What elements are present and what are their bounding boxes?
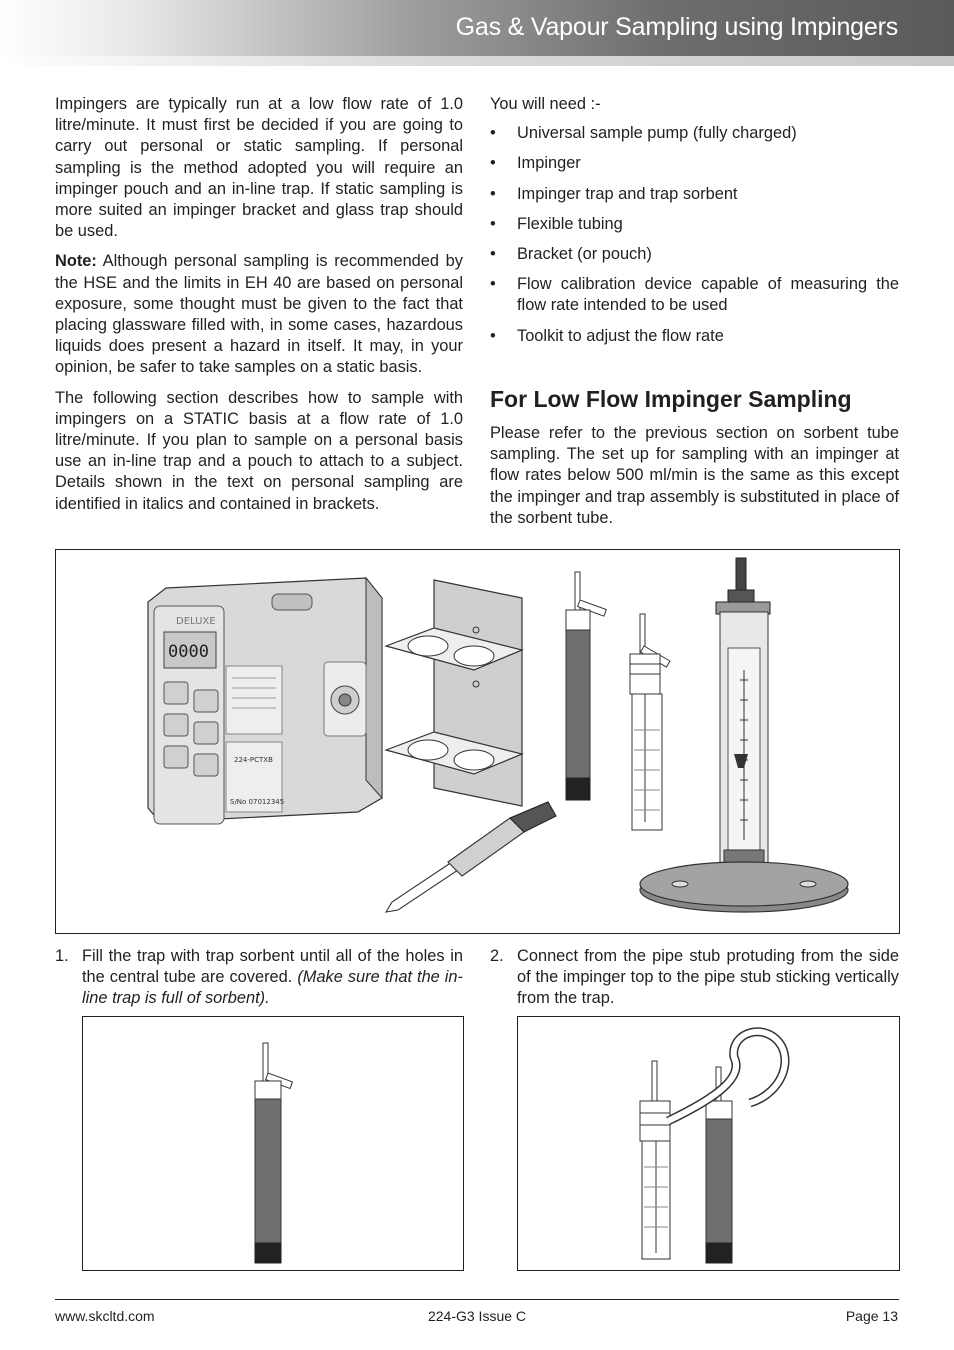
note-text: Although personal sampling is recommended by the HSE and the limits in EH 40 are based on personal exposure, some thought must be given to the fact that placing glassware filled with, in some cases, hazardous liquids does present a hazard in itself. It may, in your opinion, be safer to take samples on a static basis. (55, 252, 463, 377)
section-heading: For Low Flow Impinger Sampling (490, 385, 852, 412)
list-item: • Bracket (or pouch) (490, 244, 899, 265)
need-intro: You will need :- (490, 95, 601, 113)
step-text: Fill the trap with trap sorbent until all of the holes in the central tube are covered. (Make sure that the in-line trap is full of sorbent). (82, 947, 463, 1008)
connected-assembly-illustration (518, 1017, 899, 1270)
pump-serial-label: S/No 07012345 (230, 798, 285, 806)
flow-calibrator-illustration (640, 558, 848, 912)
footer-website: www.skcltd.com (55, 1308, 155, 1324)
screwdriver-illustration (386, 802, 556, 912)
footer-document-id: 224-G3 Issue C (427, 1308, 527, 1324)
list-item: • Flexible tubing (490, 214, 899, 235)
note-label: Note: (55, 252, 97, 271)
impinger-illustration (630, 614, 670, 830)
step-2 (490, 946, 899, 1016)
list-item: • Impinger trap and trap sorbent (490, 184, 899, 205)
sample-pump-illustration (148, 578, 382, 824)
bullet-icon: • (490, 214, 496, 233)
section-paragraph: Please refer to the previous section on sorbent tube sampling. The set up for sampling with an impinger at flow rates below 500 ml/min is the same as this except the impinger and trap assembly is substituted in place of the sorbent tube. (490, 424, 899, 527)
right-column (490, 94, 899, 538)
page-header (0, 0, 954, 56)
bullet-icon: • (490, 245, 496, 264)
bullet-icon: • (490, 275, 496, 294)
filled-trap-illustration (83, 1017, 463, 1270)
bullet-icon: • (490, 184, 496, 203)
pump-display-readout: 0000 (168, 642, 209, 662)
list-item: • Impinger (490, 153, 899, 174)
intro-paragraph: Impingers are typically run at a low flow rate of 1.0 litre/minute. It must first be decided if you are going to carry out personal or static sampling. If personal sampling is the method adopted you will require an impinger pouch and an in-line trap. If static sampling is more suited an impinger bracket and glass trap should be used. (55, 95, 463, 241)
list-item: • Flow calibration device capable of measuring the flow rate intended to be used (490, 275, 899, 315)
bullet-icon: • (490, 326, 496, 345)
footer-divider (55, 1299, 899, 1300)
page-title: Gas & Vapour Sampling using Impingers (455, 13, 898, 41)
impinger-bracket-illustration (386, 580, 522, 806)
step-2-figure (517, 1016, 900, 1271)
step-text: Connect from the pipe stub protuding from the side of the impinger top to the pipe stub sticking vertically from the trap. (517, 947, 899, 1008)
bullet-icon: • (490, 124, 496, 143)
list-item: • Universal sample pump (fully charged) (490, 123, 899, 144)
step-number: 1. (55, 947, 69, 965)
step-italic-note: (Make sure that the in-line trap is full of sorbent). (82, 968, 463, 1008)
impinger-trap-illustration (566, 572, 606, 800)
step-number: 2. (490, 947, 504, 965)
footer-page-number: Page 13 (845, 1308, 898, 1324)
note-paragraph (55, 251, 463, 378)
equipment-figure (55, 549, 900, 934)
pump-brand-label: DELUXE (176, 616, 216, 627)
left-column (55, 94, 463, 524)
header-underline-bar (0, 56, 954, 66)
bullet-icon: • (490, 154, 496, 173)
equipment-illustration (56, 550, 899, 933)
list-item: • Toolkit to adjust the flow rate (490, 326, 899, 347)
static-basis-paragraph: The following section describes how to sample with impingers on a STATIC basis at a flow rate of 1.0 litre/minute. If you plan to sample on a personal basis use an in-line trap and a pouch to attach to a subject. Details shown in the text on personal sampling are identified in italics and contained in brackets. (55, 388, 463, 513)
pump-model-label: 224-PCTXB (234, 756, 273, 764)
equipment-list (490, 123, 899, 347)
step-1-figure (82, 1016, 464, 1271)
step-1 (55, 946, 463, 1016)
